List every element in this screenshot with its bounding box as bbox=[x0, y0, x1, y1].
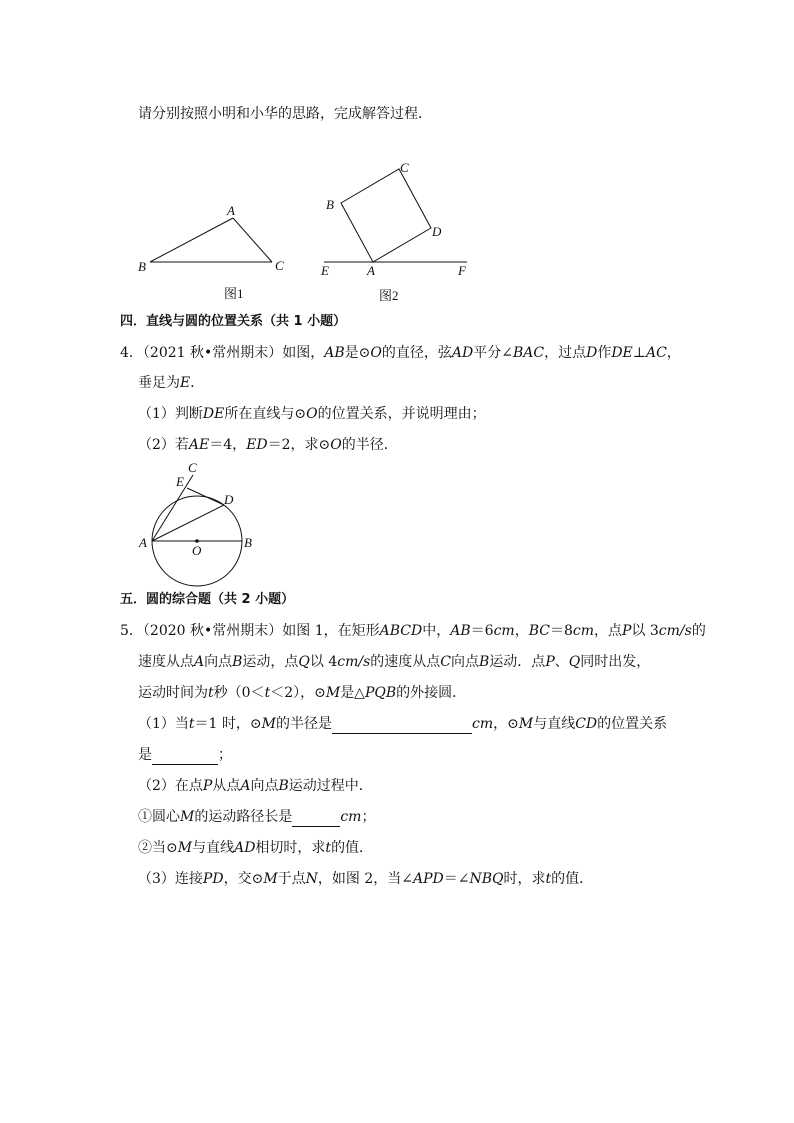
fig3-label-o: O bbox=[192, 543, 202, 558]
fig1-label-c: C bbox=[275, 258, 284, 273]
section-5-title: 五．圆的综合题（共 2 小题） bbox=[120, 592, 295, 607]
fig3-label-d: D bbox=[224, 492, 234, 507]
fig3-label-b: B bbox=[244, 535, 252, 550]
q5-part-3: （3）连接PD，交⊙M于点N，如图 2，当∠APD＝∠NBQ时，求t的值． bbox=[138, 871, 594, 887]
fig1-label-a: A bbox=[227, 203, 235, 218]
q4-part-2: （2）若AE＝4，ED＝2，求⊙O的半径． bbox=[138, 437, 398, 453]
fig2-caption: 图2 bbox=[379, 288, 399, 303]
fig1-segment-ab bbox=[150, 218, 233, 262]
answer-blank-radius[interactable] bbox=[332, 717, 472, 734]
q5-line-1: 5．（2020 秋•常州期末）如图 1，在矩形ABCD中，AB＝6cm，BC＝8cm，点P以 3cm/s的 bbox=[120, 623, 706, 639]
fig3-label-e: E bbox=[176, 474, 184, 489]
figure-1-triangle bbox=[130, 195, 300, 305]
fig1-label-b: B bbox=[138, 259, 146, 274]
figure-3-circle bbox=[130, 455, 270, 590]
q5-line-2: 速度从点A向点B运动，点Q以 4cm/s的速度从点C向点B运动．点P、Q同时出发， bbox=[138, 654, 651, 670]
q5-part-1-line-2: 是 ； bbox=[138, 747, 232, 763]
q5-part-2-sub-2: ②当⊙M与直线AD相切时，求t的值． bbox=[138, 840, 374, 856]
section-4-title: 四．直线与圆的位置关系（共 1 小题） bbox=[120, 314, 347, 329]
q5-part-2-sub-1: ①圆心M的运动路径长是 cm； bbox=[138, 809, 376, 825]
answer-blank-path-length[interactable] bbox=[292, 810, 340, 827]
answer-blank-position[interactable] bbox=[152, 748, 218, 765]
fig2-square-abcd bbox=[341, 169, 431, 262]
fig2-label-e: E bbox=[321, 263, 329, 278]
fig2-label-b: B bbox=[326, 197, 334, 212]
q4-line-1: 4．（2021 秋•常州期末）如图，AB是⊙O的直径，弦AD平分∠BAC，过点D作DE⊥AC， bbox=[120, 345, 681, 361]
figure-2-square bbox=[315, 155, 480, 305]
fig2-label-c: C bbox=[400, 160, 409, 175]
fig2-label-d: D bbox=[432, 224, 442, 239]
fig1-caption: 图1 bbox=[224, 286, 244, 301]
fig2-label-a: A bbox=[367, 263, 375, 278]
q5-part-1-line-1: （1）当t＝1 时，⊙M的半径是 cm，⊙M与直线CD的位置关系 bbox=[138, 716, 668, 732]
intro-text: 请分别按照小明和小华的思路，完成解答过程． bbox=[138, 106, 432, 122]
q5-line-3: 运动时间为t秒（0＜t＜2），⊙M是△PQB的外接圆． bbox=[138, 685, 467, 701]
fig3-label-c: C bbox=[188, 460, 197, 475]
fig2-label-f: F bbox=[458, 263, 466, 278]
fig3-label-a: A bbox=[139, 535, 147, 550]
q5-part-2: （2）在点P从点A向点B运动过程中． bbox=[138, 778, 373, 794]
q4-part-1: （1）判断DE所在直线与⊙O的位置关系，并说明理由； bbox=[138, 406, 486, 422]
q4-line-2: 垂足为E． bbox=[138, 375, 205, 391]
fig1-segment-ac bbox=[233, 218, 272, 262]
